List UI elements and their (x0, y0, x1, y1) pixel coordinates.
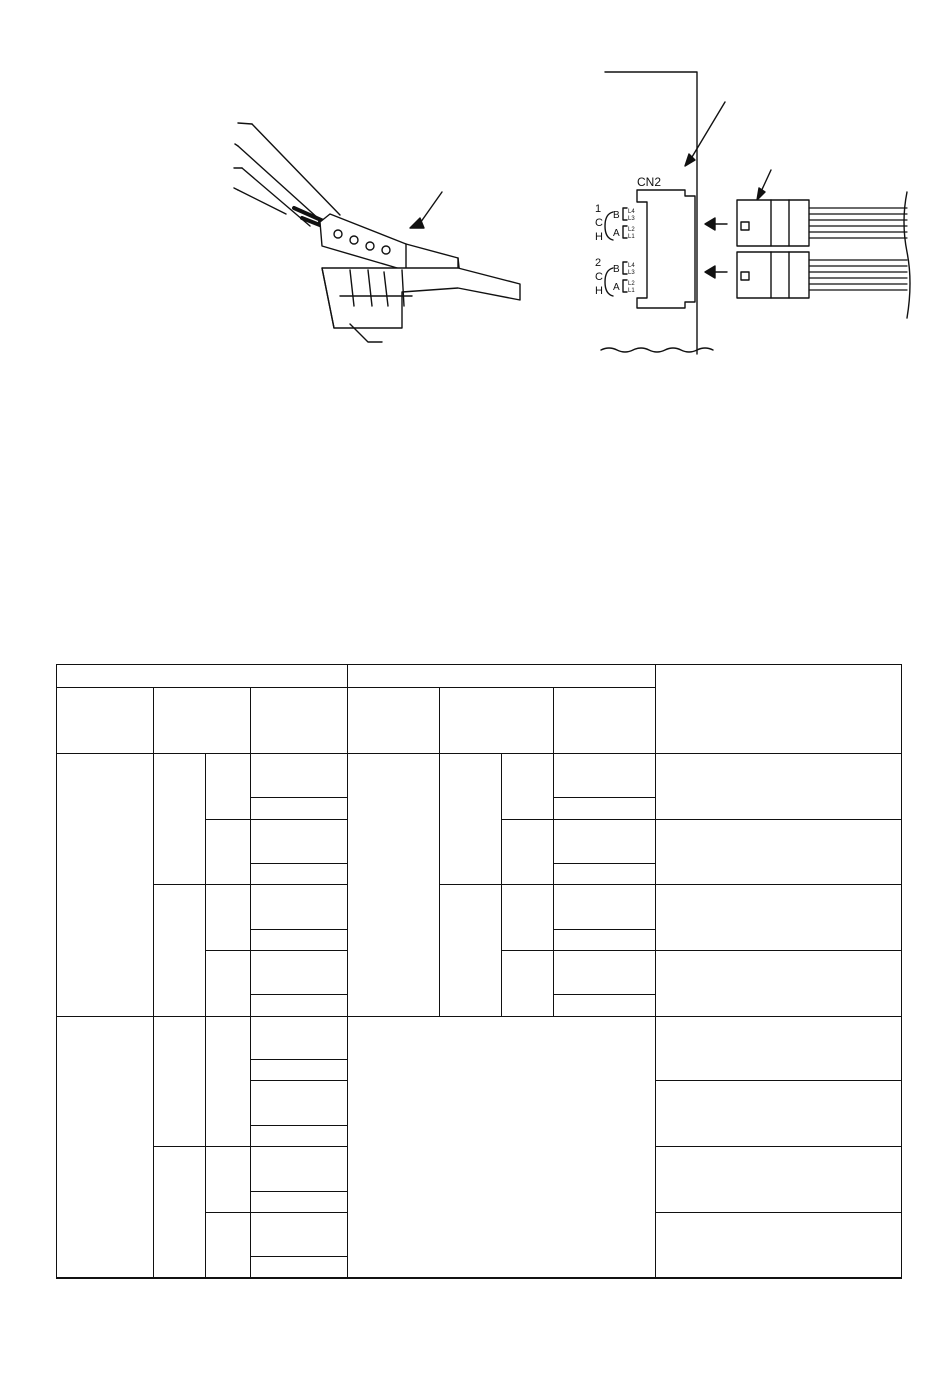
channel-1-group-b: B (613, 210, 620, 221)
table-cell (656, 1147, 902, 1213)
channel-2-h: H (595, 285, 603, 297)
table-cell (251, 1016, 348, 1059)
table-cell (251, 929, 348, 950)
subheader-cell (57, 688, 154, 754)
table-cell (554, 798, 656, 819)
connector-plug-illustration (222, 110, 542, 360)
table-cell (554, 929, 656, 950)
table-cell (656, 819, 902, 885)
table-cell (251, 819, 348, 863)
table-cell (656, 1016, 902, 1081)
table-row (57, 885, 902, 929)
channel-2-pin-l1: L1 (628, 288, 635, 294)
table-cell (656, 1212, 902, 1278)
cn2-board-diagram (585, 62, 915, 362)
table-cell (251, 1060, 348, 1081)
subheader-cell (554, 688, 656, 754)
table-cell (251, 1191, 348, 1212)
table-cell (251, 995, 348, 1016)
table-cell (251, 798, 348, 819)
channel-2-pin-l4: L4 (628, 263, 635, 269)
socket-housing (322, 268, 520, 328)
board-pointer (689, 102, 725, 162)
leader-line-2 (238, 146, 320, 220)
header-middle-group (348, 665, 656, 688)
table-cell (656, 1081, 902, 1147)
table-cell (251, 1125, 348, 1146)
table-cell (206, 885, 251, 951)
channel-1-pin-l3: L3 (628, 216, 635, 222)
table-cell (656, 885, 902, 951)
table-row (57, 753, 902, 797)
table-cell (251, 864, 348, 885)
table-cell (656, 753, 902, 819)
table-cell (554, 819, 656, 863)
channel-1-number: 1 (595, 203, 602, 215)
table-cell (554, 885, 656, 929)
table-cell (206, 819, 251, 885)
channel-1-h: H (595, 231, 603, 243)
table-cell (554, 995, 656, 1016)
table-cell (251, 753, 348, 797)
table-cell (57, 753, 154, 1016)
table-cell (502, 753, 554, 819)
table-cell (251, 1147, 348, 1191)
table-cell (251, 950, 348, 994)
table-cell (206, 753, 251, 819)
connector-label: CN2 (637, 175, 662, 189)
subheader-cell (440, 688, 554, 754)
subheader-cell (154, 688, 251, 754)
header-right-column (656, 665, 902, 754)
channel-2-group-b: B (613, 264, 620, 275)
table-cell (440, 753, 502, 884)
cable-bundle-2 (809, 260, 907, 290)
table-cell (440, 885, 502, 1016)
table-cell (154, 1016, 206, 1146)
table-cell (656, 950, 902, 1016)
subheader-cell (348, 688, 440, 754)
table-cell (502, 950, 554, 1016)
table-cell (57, 1016, 154, 1278)
channel-2-c: C (595, 271, 603, 283)
cable-break-line (904, 192, 910, 318)
channel-1-c: C (595, 217, 603, 229)
header-left-group (57, 665, 348, 688)
table-cell (348, 1016, 656, 1278)
cn2-connector-outline (637, 190, 695, 308)
table-cell (251, 1212, 348, 1256)
table-cell (154, 1147, 206, 1278)
cable-bundle-1 (809, 208, 907, 238)
table-cell (554, 753, 656, 797)
plug-2 (737, 252, 809, 298)
table-cell (206, 1147, 251, 1213)
wiring-table (56, 664, 902, 1279)
table-cell (502, 885, 554, 951)
channel-1-group-a: A (613, 228, 620, 239)
channel-2-pin-l2: L2 (628, 281, 635, 287)
table-cell (206, 1016, 251, 1146)
channel-2-group-a: A (613, 282, 620, 293)
plug-1 (737, 200, 809, 246)
table-row (57, 1016, 902, 1059)
channel-1-pin-l1: L1 (628, 234, 635, 240)
table-cell (251, 1257, 348, 1278)
table-cell (502, 819, 554, 885)
subheader-cell (251, 688, 348, 754)
table-cell (251, 1081, 348, 1125)
table-cell (554, 864, 656, 885)
channel-2-number: 2 (595, 257, 602, 269)
table-cell (348, 753, 440, 1016)
table-cell (206, 1212, 251, 1278)
channel-2-pin-l3: L3 (628, 270, 635, 276)
channel-1-pin-l4: L4 (628, 209, 635, 215)
leader-line-1 (252, 124, 340, 215)
table-cell (154, 753, 206, 884)
channel-1-pin-l2: L2 (628, 227, 635, 233)
table-cell (251, 885, 348, 929)
table-cell (206, 950, 251, 1016)
plug-housing (320, 214, 458, 276)
table-header-row (57, 665, 902, 688)
table-cell (554, 950, 656, 994)
table-cell (154, 885, 206, 1016)
leader-line-4 (238, 190, 286, 214)
board-break-line (601, 348, 713, 352)
